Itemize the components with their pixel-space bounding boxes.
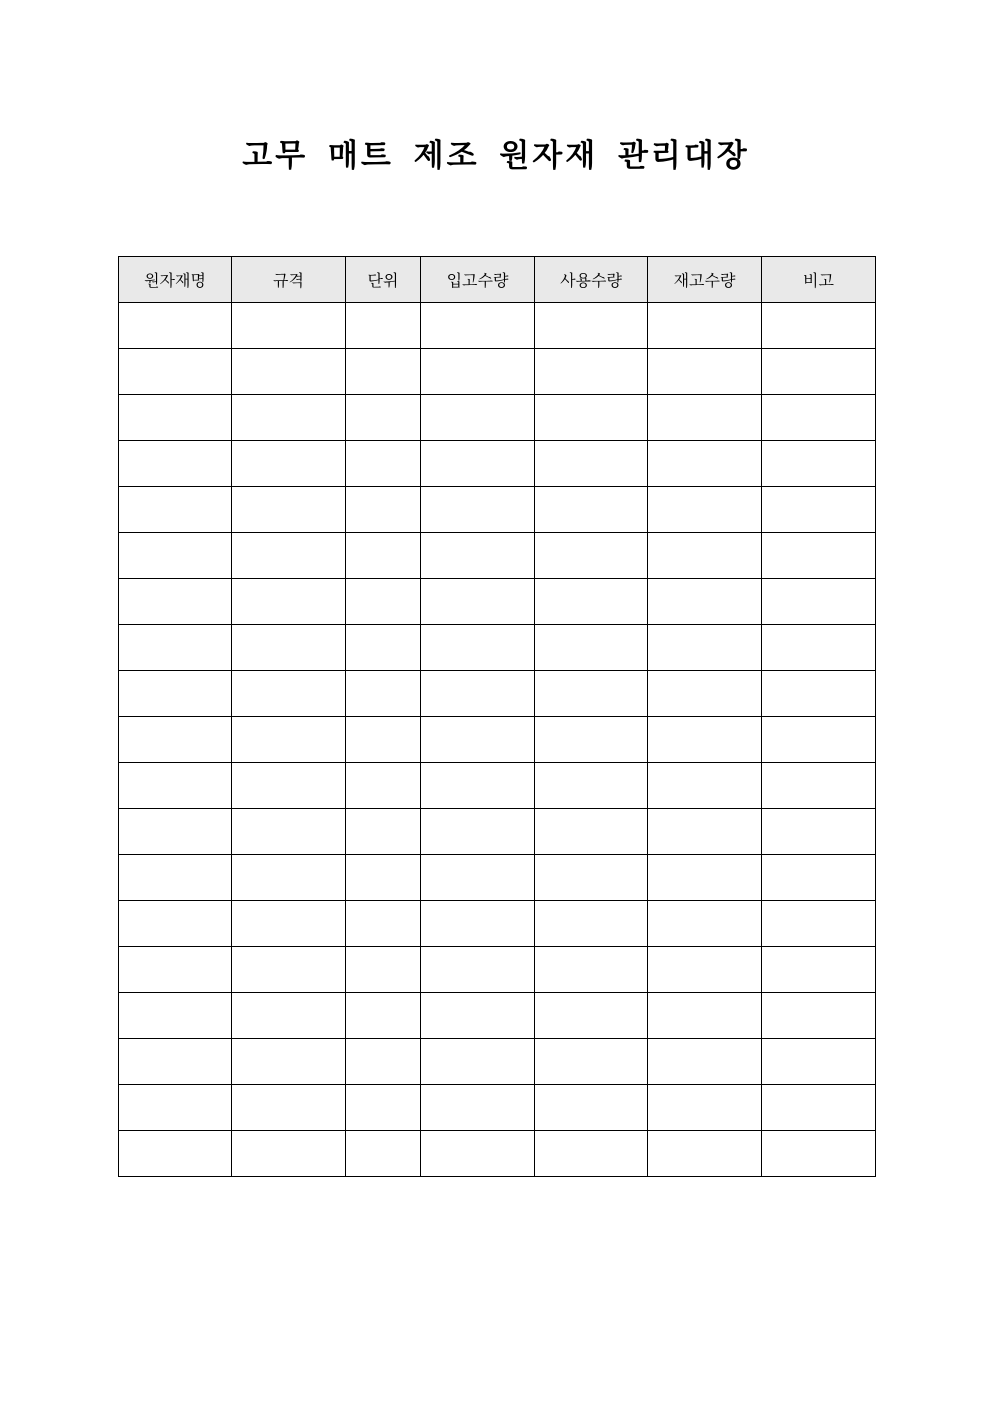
table-cell[interactable] bbox=[762, 395, 876, 441]
table-cell[interactable] bbox=[648, 1131, 762, 1177]
table-cell[interactable] bbox=[346, 671, 421, 717]
table-row bbox=[119, 855, 876, 901]
table-row bbox=[119, 947, 876, 993]
table-cell[interactable] bbox=[421, 533, 535, 579]
table-cell[interactable] bbox=[762, 1085, 876, 1131]
table-cell[interactable] bbox=[119, 303, 232, 349]
table-cell[interactable] bbox=[762, 993, 876, 1039]
header-spec: 규격 bbox=[232, 257, 346, 303]
table-cell[interactable] bbox=[762, 441, 876, 487]
table-cell[interactable] bbox=[232, 763, 346, 809]
table-cell[interactable] bbox=[119, 763, 232, 809]
raw-material-ledger-table bbox=[118, 256, 876, 1177]
table-cell[interactable] bbox=[762, 487, 876, 533]
table-row bbox=[119, 441, 876, 487]
table-cell[interactable] bbox=[346, 1131, 421, 1177]
table-cell[interactable] bbox=[346, 717, 421, 763]
table-cell[interactable] bbox=[648, 533, 762, 579]
table-cell[interactable] bbox=[119, 947, 232, 993]
table-cell[interactable] bbox=[762, 579, 876, 625]
table-row bbox=[119, 809, 876, 855]
table-cell[interactable] bbox=[421, 1085, 535, 1131]
table-cell[interactable] bbox=[232, 395, 346, 441]
table-cell[interactable] bbox=[421, 809, 535, 855]
table-header bbox=[119, 257, 876, 303]
table-cell[interactable] bbox=[232, 947, 346, 993]
page-title: 고무 매트 제조 원자재 관리대장 bbox=[242, 138, 750, 174]
table-cell[interactable] bbox=[346, 579, 421, 625]
table-cell[interactable] bbox=[346, 487, 421, 533]
table-cell[interactable] bbox=[346, 625, 421, 671]
table-cell[interactable] bbox=[346, 993, 421, 1039]
table-row bbox=[119, 717, 876, 763]
table-cell[interactable] bbox=[535, 349, 648, 395]
table-cell[interactable] bbox=[421, 395, 535, 441]
table-cell[interactable] bbox=[648, 579, 762, 625]
table-cell[interactable] bbox=[232, 1039, 346, 1085]
table-row bbox=[119, 625, 876, 671]
table-cell[interactable] bbox=[232, 1085, 346, 1131]
table-cell[interactable] bbox=[232, 625, 346, 671]
table-row bbox=[119, 1039, 876, 1085]
table-cell[interactable] bbox=[648, 671, 762, 717]
table-cell[interactable] bbox=[648, 303, 762, 349]
table-cell[interactable] bbox=[346, 533, 421, 579]
table-cell[interactable] bbox=[535, 395, 648, 441]
table-row bbox=[119, 993, 876, 1039]
table-row bbox=[119, 487, 876, 533]
table-cell[interactable] bbox=[535, 1039, 648, 1085]
table-cell[interactable] bbox=[232, 671, 346, 717]
table-cell[interactable] bbox=[421, 303, 535, 349]
table-cell[interactable] bbox=[119, 993, 232, 1039]
table-cell[interactable] bbox=[232, 993, 346, 1039]
table-cell[interactable] bbox=[535, 947, 648, 993]
table-cell[interactable] bbox=[421, 441, 535, 487]
table-cell[interactable] bbox=[535, 533, 648, 579]
header-remarks: 비고 bbox=[762, 257, 876, 303]
table-cell[interactable] bbox=[762, 763, 876, 809]
table-cell[interactable] bbox=[535, 717, 648, 763]
table-cell[interactable] bbox=[535, 1131, 648, 1177]
table-cell[interactable] bbox=[535, 487, 648, 533]
table-cell[interactable] bbox=[535, 579, 648, 625]
table-cell[interactable] bbox=[346, 1039, 421, 1085]
table-cell[interactable] bbox=[762, 671, 876, 717]
table-row bbox=[119, 671, 876, 717]
table-cell[interactable] bbox=[762, 947, 876, 993]
table-cell[interactable] bbox=[421, 625, 535, 671]
table-row bbox=[119, 1085, 876, 1131]
table-cell[interactable] bbox=[232, 855, 346, 901]
table-cell[interactable] bbox=[648, 993, 762, 1039]
table-cell[interactable] bbox=[232, 533, 346, 579]
table-cell[interactable] bbox=[119, 717, 232, 763]
table-cell[interactable] bbox=[119, 855, 232, 901]
table-cell[interactable] bbox=[535, 993, 648, 1039]
table-cell[interactable] bbox=[421, 1131, 535, 1177]
table-cell[interactable] bbox=[648, 855, 762, 901]
table-cell[interactable] bbox=[535, 441, 648, 487]
table-cell[interactable] bbox=[648, 1039, 762, 1085]
table-cell[interactable] bbox=[232, 303, 346, 349]
table-cell[interactable] bbox=[119, 395, 232, 441]
table-cell[interactable] bbox=[762, 625, 876, 671]
table-cell[interactable] bbox=[421, 487, 535, 533]
table-cell[interactable] bbox=[119, 579, 232, 625]
table-cell[interactable] bbox=[119, 901, 232, 947]
table-cell[interactable] bbox=[346, 855, 421, 901]
table-cell[interactable] bbox=[421, 947, 535, 993]
table-cell[interactable] bbox=[762, 901, 876, 947]
table-cell[interactable] bbox=[346, 947, 421, 993]
table-cell[interactable] bbox=[232, 809, 346, 855]
table-cell[interactable] bbox=[762, 717, 876, 763]
table-row bbox=[119, 1131, 876, 1177]
table-cell[interactable] bbox=[421, 1039, 535, 1085]
table-cell[interactable] bbox=[762, 1131, 876, 1177]
table-body bbox=[119, 303, 876, 1177]
table-cell[interactable] bbox=[232, 901, 346, 947]
table-cell[interactable] bbox=[648, 487, 762, 533]
table-cell[interactable] bbox=[648, 809, 762, 855]
table-cell[interactable] bbox=[346, 763, 421, 809]
table-cell[interactable] bbox=[421, 855, 535, 901]
table-cell[interactable] bbox=[346, 901, 421, 947]
table-cell[interactable] bbox=[119, 671, 232, 717]
table-cell[interactable] bbox=[762, 349, 876, 395]
table-cell[interactable] bbox=[648, 1085, 762, 1131]
table-cell[interactable] bbox=[648, 349, 762, 395]
table-cell[interactable] bbox=[119, 809, 232, 855]
table-cell[interactable] bbox=[421, 901, 535, 947]
table-cell[interactable] bbox=[119, 1039, 232, 1085]
table-row bbox=[119, 901, 876, 947]
table-cell[interactable] bbox=[648, 717, 762, 763]
table-cell[interactable] bbox=[535, 763, 648, 809]
table-cell[interactable] bbox=[421, 993, 535, 1039]
table-cell[interactable] bbox=[535, 625, 648, 671]
table-cell[interactable] bbox=[232, 579, 346, 625]
table-cell[interactable] bbox=[232, 441, 346, 487]
table-row bbox=[119, 533, 876, 579]
table-cell[interactable] bbox=[421, 349, 535, 395]
table-cell[interactable] bbox=[535, 1085, 648, 1131]
table-cell[interactable] bbox=[648, 947, 762, 993]
table-cell[interactable] bbox=[346, 809, 421, 855]
table-row bbox=[119, 763, 876, 809]
table-cell[interactable] bbox=[421, 671, 535, 717]
table-cell[interactable] bbox=[648, 763, 762, 809]
table-cell[interactable] bbox=[535, 855, 648, 901]
table-cell[interactable] bbox=[346, 303, 421, 349]
table-row bbox=[119, 579, 876, 625]
table-cell[interactable] bbox=[232, 349, 346, 395]
header-unit: 단위 bbox=[346, 257, 421, 303]
header-stock-qty: 재고수량 bbox=[648, 257, 762, 303]
table-row bbox=[119, 349, 876, 395]
table-cell[interactable] bbox=[232, 1131, 346, 1177]
table-cell[interactable] bbox=[762, 303, 876, 349]
table-row bbox=[119, 395, 876, 441]
table-cell[interactable] bbox=[232, 487, 346, 533]
table-cell[interactable] bbox=[119, 533, 232, 579]
table-cell[interactable] bbox=[119, 441, 232, 487]
table-cell[interactable] bbox=[119, 1085, 232, 1131]
header-used-qty: 사용수량 bbox=[535, 257, 648, 303]
table-cell[interactable] bbox=[421, 717, 535, 763]
header-received-qty: 입고수량 bbox=[421, 257, 535, 303]
table-cell[interactable] bbox=[535, 671, 648, 717]
table-cell[interactable] bbox=[648, 625, 762, 671]
table-cell[interactable] bbox=[346, 395, 421, 441]
table-cell[interactable] bbox=[232, 717, 346, 763]
table-row bbox=[119, 303, 876, 349]
table-cell[interactable] bbox=[762, 1039, 876, 1085]
table-cell[interactable] bbox=[346, 349, 421, 395]
table-cell[interactable] bbox=[346, 1085, 421, 1131]
header-material-name: 원자재명 bbox=[119, 257, 232, 303]
table-cell[interactable] bbox=[119, 1131, 232, 1177]
table-cell[interactable] bbox=[535, 901, 648, 947]
header-row bbox=[119, 257, 876, 303]
table-cell[interactable] bbox=[421, 763, 535, 809]
table-cell[interactable] bbox=[535, 303, 648, 349]
table-cell[interactable] bbox=[119, 349, 232, 395]
table-cell[interactable] bbox=[762, 809, 876, 855]
table-cell[interactable] bbox=[762, 533, 876, 579]
table-cell[interactable] bbox=[648, 395, 762, 441]
table-cell[interactable] bbox=[762, 855, 876, 901]
table-cell[interactable] bbox=[421, 579, 535, 625]
table-cell[interactable] bbox=[648, 441, 762, 487]
table-cell[interactable] bbox=[648, 901, 762, 947]
table-cell[interactable] bbox=[119, 625, 232, 671]
table-cell[interactable] bbox=[535, 809, 648, 855]
table-cell[interactable] bbox=[119, 487, 232, 533]
table-cell[interactable] bbox=[346, 441, 421, 487]
